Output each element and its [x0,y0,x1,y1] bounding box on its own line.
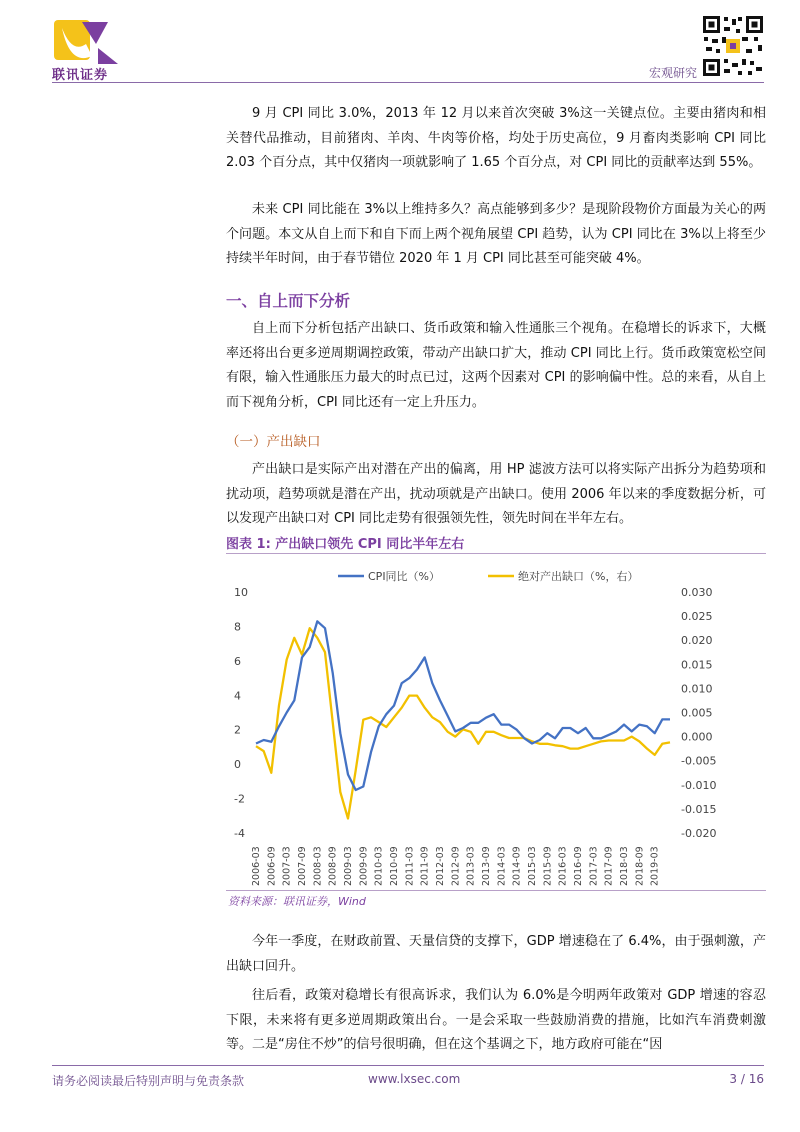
x-tick-label: 2008-09 [327,846,339,886]
subsection-heading: （一）产出缺口 [226,434,321,450]
x-tick-label: 2012-09 [450,846,462,886]
y-left-tick-label: -2 [234,792,245,806]
y-right-tick-label: -0.015 [681,802,717,816]
x-tick-label: 2011-09 [419,846,431,886]
x-tick-label: 2016-03 [557,846,569,886]
legend-label: CPI同比（%） [368,570,441,583]
y-right-tick-label: 0.030 [681,586,713,599]
x-tick-label: 2015-09 [542,846,554,886]
x-tick-label: 2017-03 [588,846,600,886]
x-tick-label: 2012-03 [435,846,446,886]
y-left-tick-label: 8 [234,620,241,634]
x-tick-label: 2013-03 [465,846,477,886]
figure-source: 资料来源：联讯证券，Wind [228,895,366,908]
line-chart [226,556,766,890]
figure-bottom-rule [226,890,766,891]
intro-paragraph-2: 未来 CPI 同比能在 3%以上维持多久？高点能够到多少？是现阶段物价方面最为关心的两个问题。本文从自上而下和自下而上两个视角展望 CPI 趋势，认为 CPI 同比在 3%以上将至少持续半年时间，由于春节错位 2020 年 1 月 CPI 同比甚至可能突破 4%。 [226,202,766,266]
x-tick-label: 2009-03 [343,846,354,886]
footer-disclaimer[interactable]: 请务必阅读最后特别声明与免责条款 [52,1074,245,1088]
x-tick-label: 2014-09 [511,846,523,886]
y-right-tick-label: 0.015 [681,658,713,672]
x-tick-label: 2016-09 [573,846,584,886]
y-left-tick-label: -4 [234,827,245,840]
y-right-tick-label: 0.010 [681,682,713,696]
subsection-paragraph: 产出缺口是实际产出对潜在产出的偏离，用 HP 滤波方法可以将实际产出拆分为趋势项和扰动项，趋势项就是潜在产出，扰动项就是产出缺口。使用 2006 年以来的季度数据分析，可以发现产出缺口对 CPI 同比走势有很强领先性，领先时间在半年左右。 [226,462,766,526]
y-right-tick-label: 0.020 [681,634,713,648]
footer-url[interactable]: www.lxsec.com [368,1072,461,1086]
x-tick-label: 2017-09 [603,846,615,886]
x-tick-label: 2010-09 [389,846,400,886]
y-right-tick-label: 0.005 [681,706,713,720]
company-name: 联讯证券 [52,68,109,83]
y-right-tick-label: -0.010 [681,778,717,792]
x-tick-label: 2007-03 [281,846,293,886]
report-category: 宏观研究 [648,66,697,80]
y-right-tick-label: -0.005 [681,754,717,768]
x-tick-label: 2009-09 [358,846,370,886]
x-tick-label: 2019-03 [649,846,661,886]
x-tick-label: 2007-09 [297,846,308,886]
page-number: 3 / 16 [729,1072,764,1086]
y-right-tick-label: -0.020 [681,827,717,840]
x-tick-label: 2018-03 [619,846,630,886]
x-tick-label: 2008-03 [312,846,324,886]
legend-label: 绝对产出缺口（%，右） [518,570,639,583]
series-line [256,628,670,818]
x-tick-label: 2013-09 [481,846,492,886]
y-right-tick-label: 0.000 [681,730,713,744]
y-left-tick-label: 10 [234,586,248,599]
figure-title: 图表 1: 产出缺口领先 CPI 同比半年左右 [226,537,465,552]
x-tick-label: 2015-03 [527,846,538,886]
y-left-tick-label: 0 [234,758,241,772]
x-tick-label: 2006-09 [266,846,278,886]
section-heading: 一、自上而下分析 [226,292,351,310]
figure-top-rule [226,553,766,554]
x-tick-label: 2010-03 [373,846,385,886]
header-divider [52,82,764,83]
x-tick-label: 2014-03 [496,846,508,886]
x-tick-label: 2006-03 [251,846,262,886]
y-left-tick-label: 4 [234,689,241,703]
x-tick-label: 2011-03 [404,846,416,886]
y-right-tick-label: 0.025 [681,610,713,624]
series-line [256,621,670,790]
y-left-tick-label: 6 [234,654,241,668]
after-paragraph-1: 今年一季度，在财政前置、天量信贷的支撑下，GDP 增速稳在了 6.4%，由于强刺激，产出缺口回升。 [226,934,766,974]
section-paragraph: 自上而下分析包括产出缺口、货币政策和输入性通胀三个视角。在稳增长的诉求下，大概率还将出台更多逆周期调控政策，带动产出缺口扩大，推动 CPI 同比上行。货币政策宽松空间有限，输入性通胀压力最大的时点已过，这两个因素对 CPI 的影响偏中性。总的来看，从自上而下视角分析，CPI 同比还有一定上升压力。 [226,321,766,410]
qr-code-icon [702,15,764,77]
footer-divider [52,1065,764,1066]
x-tick-label: 2018-09 [634,846,646,886]
y-left-tick-label: 2 [234,723,241,737]
after-paragraph-2: 往后看，政策对稳增长有很高诉求，我们认为 6.0%是今明两年政策对 GDP 增速的容忍下限，未来将有更多逆周期政策出台。一是会采取一些鼓励消费的措施，比如汽车消费刺激等。二是“房住不炒”的信号很明确，但在这个基调之下，地方政府可能在“因 [226,988,766,1052]
intro-paragraph-1: 9 月 CPI 同比 3.0%，2013 年 12 月以来首次突破 3%这一关键点位。主要由猪肉和相关替代品推动，目前猪肉、羊肉、牛肉等价格，均处于历史高位，9 月畜肉类影响 CPI 同比 2.03 个百分点，其中仅猪肉一项就影响了 1.65 个百分点，对 CPI 同比的贡献率达到 55%。 [226,106,766,170]
